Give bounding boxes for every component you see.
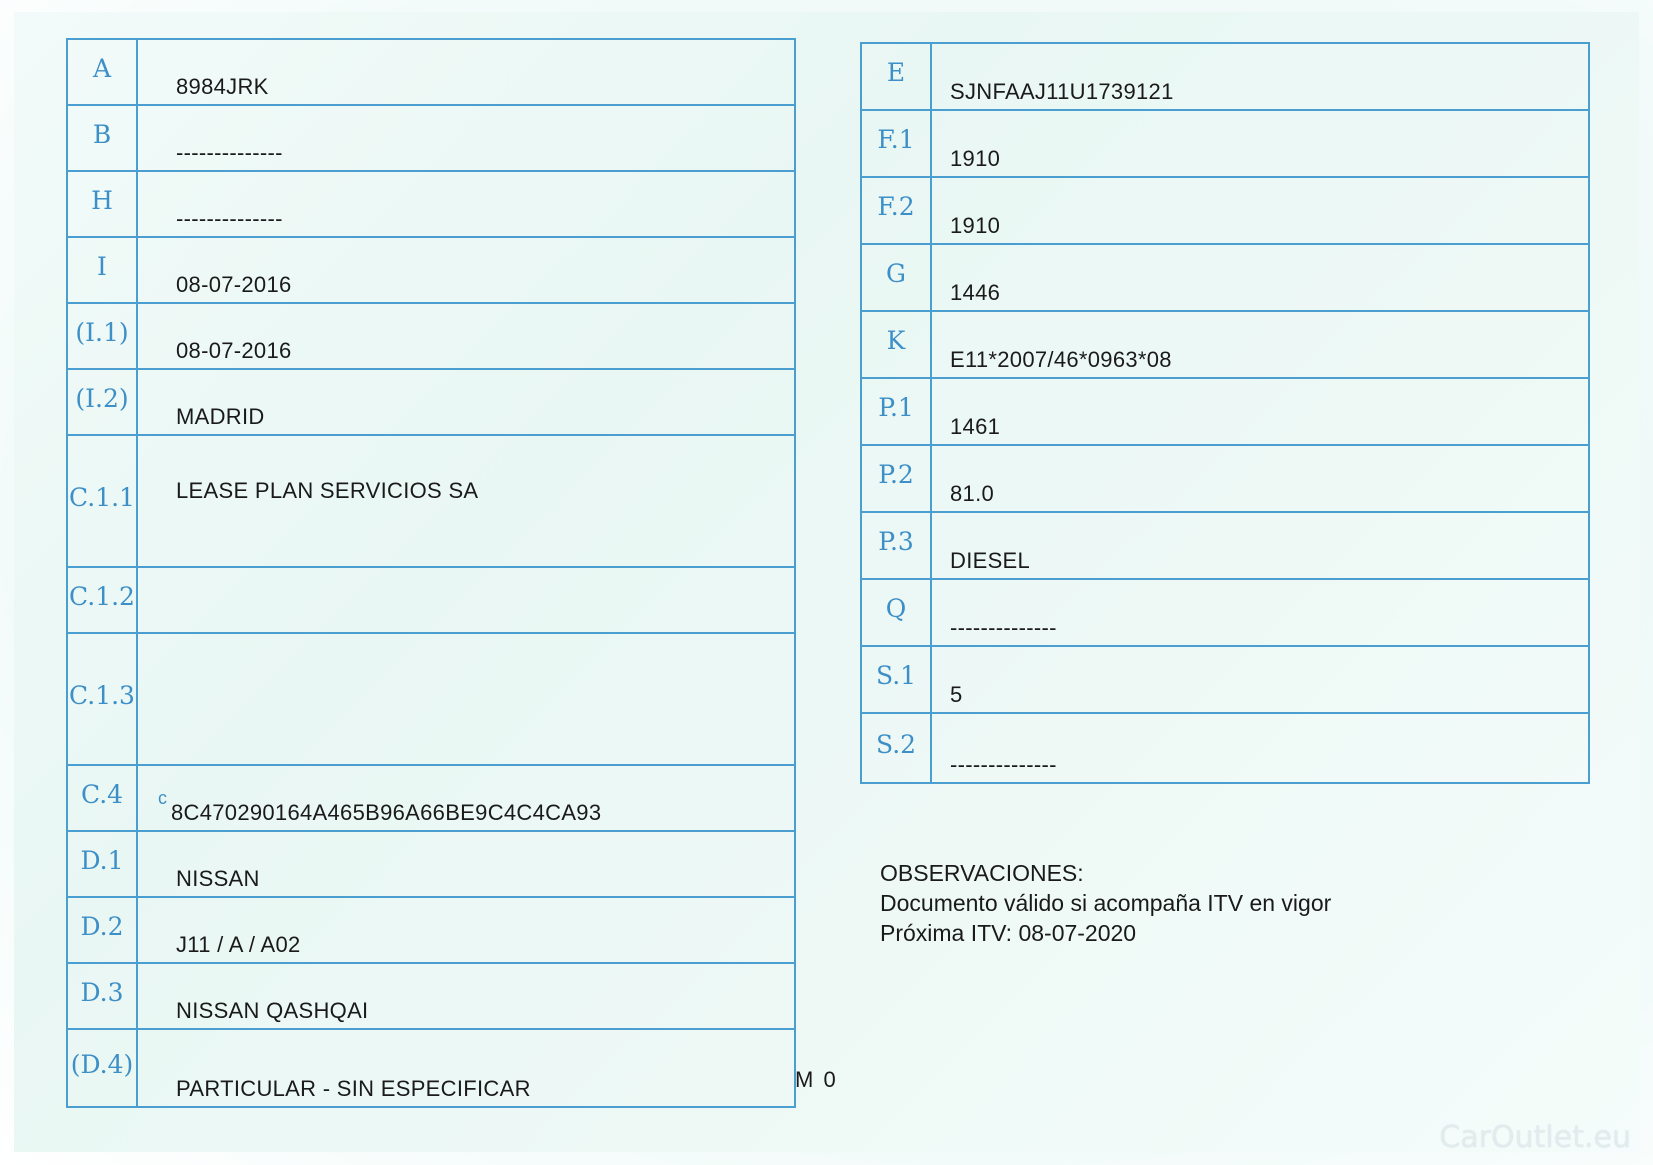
- field-value: 8984JRK: [176, 74, 269, 99]
- field-code: H: [68, 172, 138, 236]
- field-row-i1: [68, 304, 794, 370]
- field-value: PARTICULAR - SIN ESPECIFICAR: [176, 1076, 531, 1101]
- field-value: --------------: [950, 752, 1057, 777]
- field-code: S.2: [862, 714, 932, 782]
- field-value: 1446: [950, 280, 1001, 305]
- field-value: 08-07-2016: [176, 272, 292, 297]
- field-value: 81.0: [950, 481, 995, 506]
- field-value: --------------: [176, 140, 283, 165]
- field-code: D.2: [68, 898, 138, 962]
- field-value: NISSAN: [176, 866, 260, 891]
- field-code: D.3: [68, 964, 138, 1028]
- observations-line: Próxima ITV: 08-07-2020: [880, 920, 1137, 946]
- field-value: SJNFAAJ11U1739121: [950, 79, 1174, 104]
- field-value: J11 / A / A02: [176, 932, 301, 957]
- field-row-p3: [862, 513, 1588, 580]
- field-prefix: c: [158, 788, 167, 808]
- field-code: F.2: [862, 178, 932, 243]
- field-value: LEASE PLAN SERVICIOS SA: [176, 478, 479, 503]
- right-fields-table: [860, 42, 1590, 784]
- field-code: E: [862, 44, 932, 109]
- field-value: 1910: [950, 213, 1001, 238]
- field-code: P.3: [862, 513, 932, 578]
- left-fields-table: [66, 38, 796, 1108]
- field-value: 5: [950, 682, 963, 707]
- field-code: B: [68, 106, 138, 170]
- field-row-s1: [862, 647, 1588, 714]
- field-code: I: [68, 238, 138, 302]
- field-code: C.1.1: [68, 436, 138, 566]
- field-row-c12: [68, 568, 794, 634]
- field-value: 1910: [950, 146, 1001, 171]
- field-row-d4: [68, 1030, 794, 1106]
- field-row-d1: [68, 832, 794, 898]
- field-row-f2: [862, 178, 1588, 245]
- field-value: DIESEL: [950, 548, 1031, 573]
- field-code: P.1: [862, 379, 932, 444]
- field-code: (I.1): [68, 304, 138, 368]
- field-code: C.1.3: [68, 634, 138, 764]
- field-code: Q: [862, 580, 932, 645]
- field-code: F.1: [862, 111, 932, 176]
- field-code: G: [862, 245, 932, 310]
- field-code: A: [68, 40, 138, 104]
- field-row-q: [862, 580, 1588, 647]
- observations-line: Documento válido si acompaña ITV en vigor: [880, 890, 1332, 916]
- field-code: P.2: [862, 446, 932, 511]
- field-row-p2: [862, 446, 1588, 513]
- field-row-p1: [862, 379, 1588, 446]
- field-row-a: [68, 40, 794, 106]
- field-value: 8C470290164A465B96A66BE9C4C4CA93: [171, 800, 602, 825]
- field-row-g: [862, 245, 1588, 312]
- observations-block: [880, 858, 1331, 948]
- field-row-k: [862, 312, 1588, 379]
- field-row-e: [862, 44, 1588, 111]
- watermark-logo: CarOutlet.eu: [1439, 1120, 1631, 1155]
- field-row-d3: [68, 964, 794, 1030]
- observations-heading: OBSERVACIONES:: [880, 860, 1084, 886]
- field-code: (I.2): [68, 370, 138, 434]
- field-value: MADRID: [176, 404, 265, 429]
- field-row-c11: [68, 436, 794, 568]
- field-row-c4: [68, 766, 794, 832]
- field-value: --------------: [950, 615, 1057, 640]
- field-value: 08-07-2016: [176, 338, 292, 363]
- field-row-h: [68, 172, 794, 238]
- field-value: NISSAN QASHQAI: [176, 998, 369, 1023]
- field-row-d2: [68, 898, 794, 964]
- field-code: S.1: [862, 647, 932, 712]
- field-row-i2: [68, 370, 794, 436]
- field-code: D.1: [68, 832, 138, 896]
- field-row-s2: [862, 714, 1588, 782]
- field-value: E11*2007/46*0963*08: [950, 347, 1172, 372]
- field-code: C.4: [68, 766, 138, 830]
- field-row-i: [68, 238, 794, 304]
- field-value: --------------: [176, 206, 283, 231]
- field-row-b: [68, 106, 794, 172]
- field-code: (D.4): [68, 1030, 138, 1106]
- side-mark: M 0: [795, 1067, 838, 1092]
- field-value: 1461: [950, 414, 1001, 439]
- field-row-f1: [862, 111, 1588, 178]
- field-row-c13: [68, 634, 794, 766]
- field-code: K: [862, 312, 932, 377]
- field-code: C.1.2: [68, 568, 138, 632]
